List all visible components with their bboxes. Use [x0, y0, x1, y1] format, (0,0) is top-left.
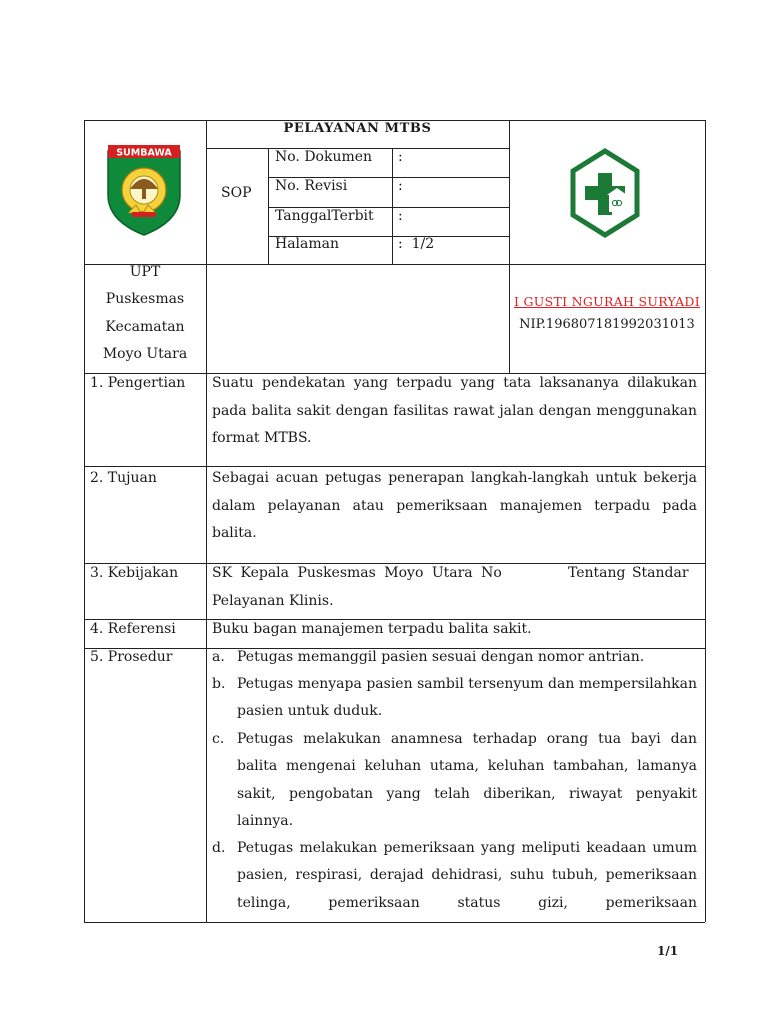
procedure-step-a — [212, 644, 697, 671]
section-label-pengertian: 1. Pengertian — [90, 375, 186, 391]
step-text: Petugas melakukan pemeriksaan yang meliputi keadaan umum pasien, respirasi, derajad dehidrasi, suhu tubuh, pemeriksaan telinga, pemeriksaan status gizi, pemeriksaan — [237, 840, 697, 911]
step-letter: c. — [212, 731, 225, 747]
field-label-tanggal-terbit: TanggalTerbit — [275, 208, 374, 224]
field-value-no-dokumen: : — [398, 149, 403, 165]
step-text: Petugas memanggil pasien sesuai dengan nomor antrian. — [237, 649, 645, 665]
sop-label: SOP — [221, 185, 252, 201]
field-label-no-dokumen: No. Dokumen — [275, 149, 373, 165]
section-label-prosedur: 5. Prosedur — [90, 649, 173, 665]
section-label-referensi: 4. Referensi — [90, 621, 176, 637]
org-line-upt: UPT — [129, 264, 161, 280]
sumbawa-logo — [106, 143, 182, 237]
field-label-halaman: Halaman — [275, 236, 340, 252]
section-text-referensi: Buku bagan manajemen terpadu balita sakit. — [212, 621, 532, 637]
table-border-bottom — [84, 922, 705, 923]
field-label-divider — [268, 148, 269, 264]
logo-text: SUMBAWA — [116, 147, 172, 159]
section-text-kebijakan-line2: Pelayanan Klinis. — [212, 593, 334, 609]
section-text-kebijakan-line1b: Tentang Standar — [568, 565, 689, 581]
section-label-tujuan: 2. Tujuan — [90, 470, 157, 486]
field-value-tanggal-terbit: : — [398, 208, 403, 224]
signatory-name: I GUSTI NGURAH SURYADI — [513, 294, 700, 309]
step-letter: a. — [212, 649, 225, 665]
section-label-kebijakan: 3. Kebijakan — [90, 565, 179, 581]
step-letter: b. — [212, 676, 226, 692]
column-divider — [206, 120, 207, 922]
org-line-kecamatan: Kecamatan — [105, 319, 185, 335]
field-value-divider — [392, 148, 393, 264]
procedure-step-b — [212, 671, 697, 726]
org-line-moyo-utara: Moyo Utara — [102, 346, 188, 362]
page-number: 1/1 — [657, 944, 679, 958]
section-text-pengertian: Suatu pendekatan yang terpadu yang tata laksananya dilakukan pada balita sakit dengan fasilitas rawat jalan dengan menggunakan format MTBS. — [212, 375, 697, 446]
step-letter: d. — [212, 840, 226, 856]
step-text: Petugas melakukan anamnesa terhadap orang tua bayi dan balita mengenai keluhan utama, keluhan tambahan, lamanya sakit, pengobatan yang telah diberikan, riwayat penyakit lainnya. — [237, 731, 697, 829]
field-value-halaman: : 1/2 — [398, 236, 435, 252]
field-value-no-revisi: : — [398, 178, 403, 194]
puskesmas-logo — [567, 145, 643, 240]
document-title: PELAYANAN MTBS — [283, 121, 432, 136]
table-border-left — [84, 120, 85, 922]
table-border-right — [705, 120, 706, 922]
signatory-nip: NIP.196807181992031013 — [519, 317, 695, 332]
section-text-kebijakan-line1: SK Kepala Puskesmas Moyo Utara No — [212, 565, 502, 581]
procedure-step-c — [212, 726, 697, 835]
field-label-no-revisi: No. Revisi — [275, 178, 348, 194]
org-line-puskesmas: Puskesmas — [105, 291, 185, 307]
section-text-tujuan: Sebagai acuan petugas penerapan langkah-langkah untuk bekerja dalam pelayanan atau pemeriksaan manajemen terpadu pada balita. — [212, 470, 697, 541]
step-text: Petugas menyapa pasien sambil tersenyum dan mempersilahkan pasien untuk duduk. — [237, 676, 697, 720]
procedure-step-d — [212, 835, 697, 919]
